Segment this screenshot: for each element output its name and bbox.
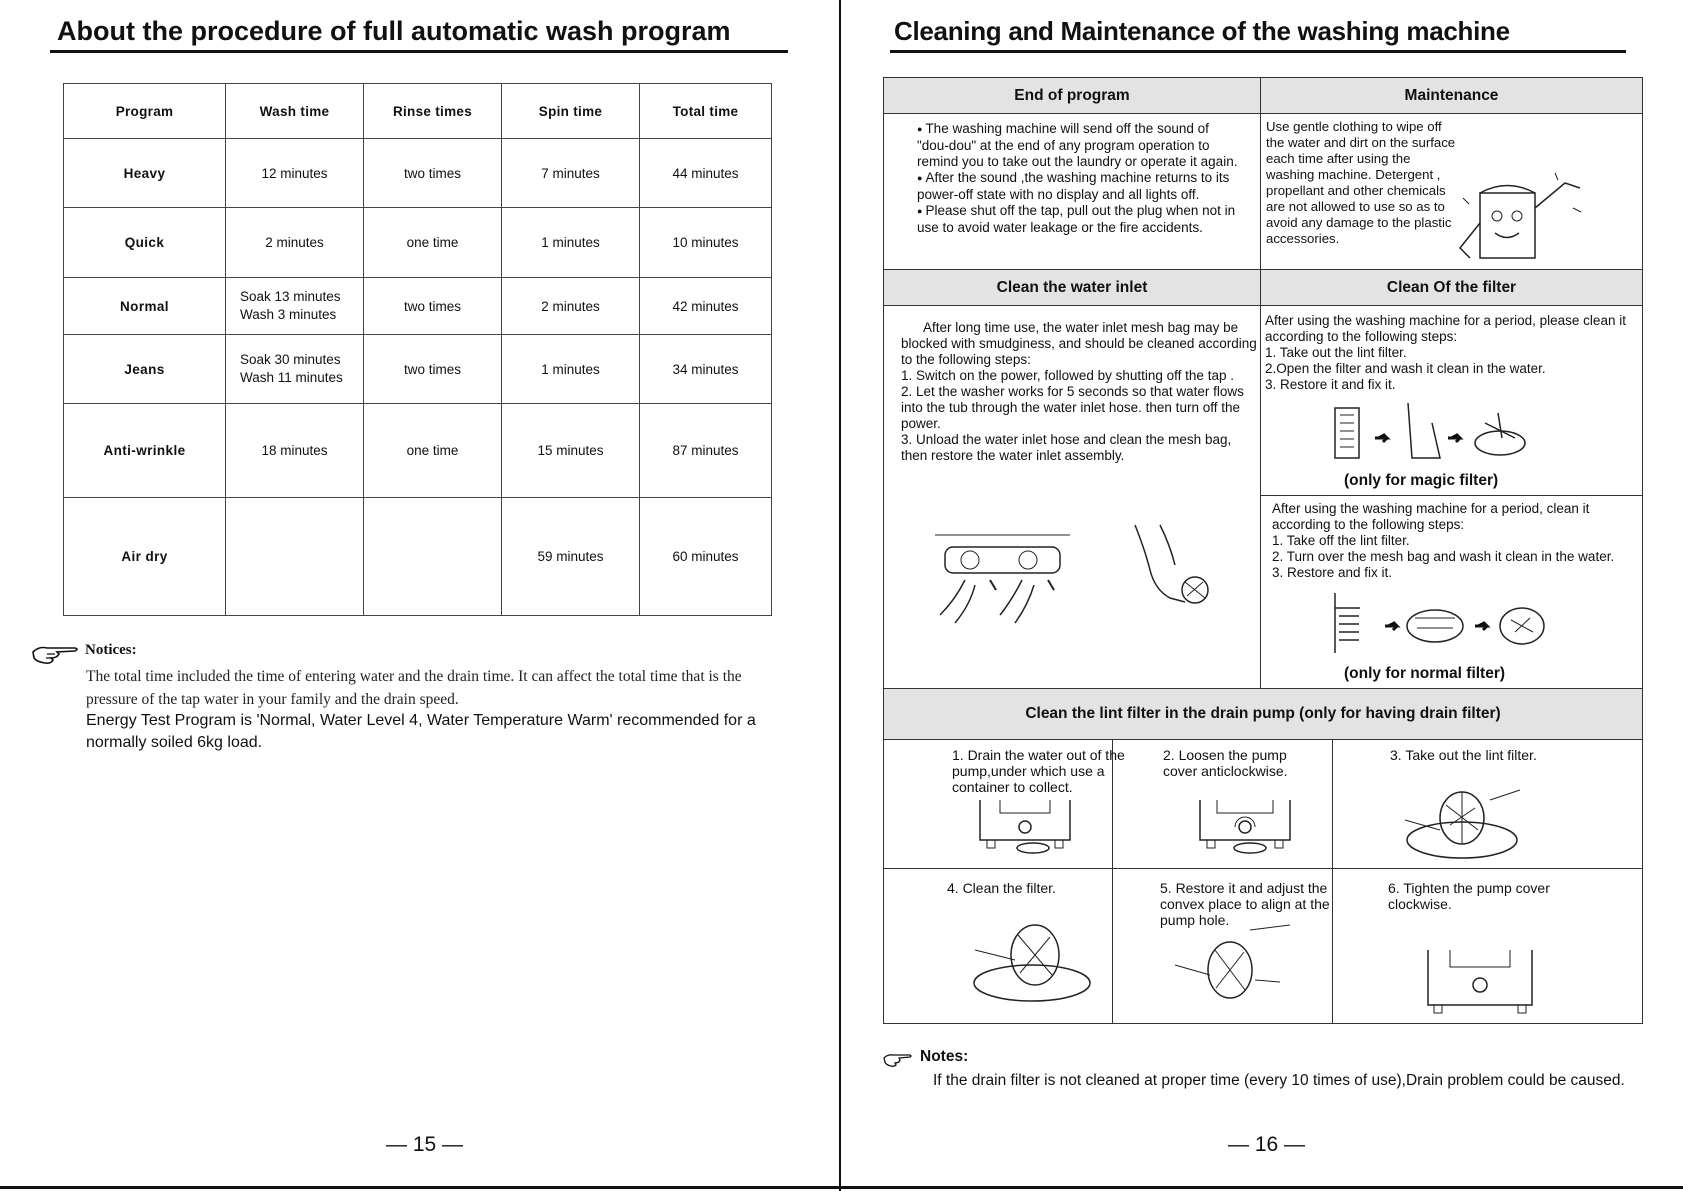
table-row bbox=[64, 278, 772, 335]
rinse-times: two times bbox=[364, 139, 502, 208]
total-time: 42 minutes bbox=[640, 278, 772, 335]
program-name: Heavy bbox=[64, 139, 226, 208]
wash-time bbox=[226, 498, 364, 616]
magic-filter-text bbox=[1265, 313, 1640, 393]
drain-step-5: 5. Restore it and adjust the convex place to align at the pump hole. bbox=[1160, 880, 1330, 928]
table-row bbox=[64, 404, 772, 498]
hand-cleaning-mesh-illustration bbox=[1125, 520, 1220, 620]
wash-time: 2 minutes bbox=[226, 208, 364, 278]
soak-time: Soak 13 minutes bbox=[240, 289, 341, 304]
total-time: 44 minutes bbox=[640, 139, 772, 208]
end-bullet-2: ● After the sound ,the washing machine returns to its power-off state with no display and all lights off. bbox=[917, 170, 1239, 203]
pointing-hand-icon bbox=[31, 640, 81, 668]
spin-time: 1 minutes bbox=[502, 208, 640, 278]
spin-time: 15 minutes bbox=[502, 404, 640, 498]
header-total-time: Total time bbox=[640, 84, 772, 139]
program-name: Anti-wrinkle bbox=[64, 404, 226, 498]
header-rinse-times: Rinse times bbox=[364, 84, 502, 139]
page-gutter bbox=[839, 0, 841, 1191]
water-inlet-step-2: 2. Let the washer works for 5 seconds so that water flows into the tub through the water inlet hose. then turn off the power. bbox=[901, 384, 1244, 431]
rinse-times: one time bbox=[364, 404, 502, 498]
header-program: Program bbox=[64, 84, 226, 139]
rinse-times bbox=[364, 498, 502, 616]
lint-filter-removal-illustration bbox=[1400, 780, 1530, 865]
normal-filter-caption: (only for normal filter) bbox=[1344, 665, 1506, 682]
wash-time: 12 minutes bbox=[226, 139, 364, 208]
clean-filter-illustration bbox=[970, 905, 1100, 1015]
title-underline bbox=[890, 50, 1626, 53]
program-name: Normal bbox=[64, 278, 226, 335]
table-header-row bbox=[64, 84, 772, 139]
end-bullet-1: ● The washing machine will send off the sound of "dou-dou" at the end of any program operation to remind you to take out the laundry or operate it again. bbox=[917, 121, 1239, 170]
end-bullet-3: ● Please shut off the tap, pull out the plug when not in use to avoid water leakage or the fire accidents. bbox=[917, 203, 1239, 236]
normal-filter-step-1: 1. Take off the lint filter. bbox=[1272, 533, 1410, 548]
notes-text: If the drain filter is not cleaned at proper time (every 10 times of use),Drain problem could be caused. bbox=[933, 1072, 1625, 1089]
water-inlet-intro: After long time use, the water inlet mesh bag may be blocked with smudginess, and should be cleaned according to the following steps: bbox=[901, 320, 1257, 367]
filter-header: Clean Of the filter bbox=[1260, 269, 1643, 306]
normal-filter-step-2: 2. Turn over the mesh bag and wash it clean in the water. bbox=[1272, 549, 1615, 564]
total-time: 34 minutes bbox=[640, 335, 772, 404]
right-page-title: Cleaning and Maintenance of the washing machine bbox=[894, 16, 1510, 46]
magic-filter-intro: After using the washing machine for a period, please clean it according to the following steps: bbox=[1265, 313, 1626, 344]
normal-filter-text bbox=[1272, 501, 1637, 581]
left-page-title: About the procedure of full automatic wash program bbox=[57, 16, 731, 46]
rinse-times: one time bbox=[364, 208, 502, 278]
water-inlet-step-1: 1. Switch on the power, followed by shutting off the tap . bbox=[901, 368, 1234, 383]
notices-text: The total time included the time of entering water and the drain time. It can affect the total time that is the pressure of the tap water in your family and the drain speed. bbox=[86, 668, 742, 708]
normal-filter-step-3: 3. Restore and fix it. bbox=[1272, 565, 1393, 580]
program-name: Quick bbox=[64, 208, 226, 278]
energy-test-text: Energy Test Program is 'Normal, Water Level 4, Water Temperature Warm' recommended for a normally soiled 6kg load. bbox=[86, 712, 756, 751]
magic-filter-caption: (only for magic filter) bbox=[1344, 472, 1499, 489]
program-name: Jeans bbox=[64, 335, 226, 404]
water-inlet-step-3: 3. Unload the water inlet hose and clean the mesh bag, then restore the water inlet assembly. bbox=[901, 432, 1232, 463]
wash-time-value: Wash 3 minutes bbox=[240, 307, 337, 322]
rinse-times: two times bbox=[364, 335, 502, 404]
spin-time: 2 minutes bbox=[502, 278, 640, 335]
page-number: — 15 — bbox=[386, 1133, 464, 1156]
magic-filter-illustration bbox=[1320, 393, 1530, 468]
total-time: 10 minutes bbox=[640, 208, 772, 278]
cleaning-cartoon-illustration bbox=[1455, 168, 1590, 268]
table-row bbox=[64, 208, 772, 278]
maintenance-header: Maintenance bbox=[1260, 77, 1643, 114]
soak-time: Soak 30 minutes bbox=[240, 352, 341, 367]
table-row bbox=[64, 335, 772, 404]
end-of-program-header: End of program bbox=[883, 77, 1261, 114]
header-spin-time: Spin time bbox=[502, 84, 640, 139]
magic-filter-step-3: 3. Restore it and fix it. bbox=[1265, 377, 1396, 392]
normal-filter-intro: After using the washing machine for a period, clean it according to the following steps: bbox=[1272, 501, 1590, 532]
magic-filter-step-2: 2.Open the filter and wash it clean in the water. bbox=[1265, 361, 1546, 376]
rinse-times: two times bbox=[364, 278, 502, 335]
wash-time-value: Wash 11 minutes bbox=[240, 370, 343, 385]
wash-time bbox=[226, 335, 364, 404]
bottom-rule bbox=[0, 1186, 1683, 1189]
wash-time bbox=[226, 278, 364, 335]
water-inlet-header: Clean the water inlet bbox=[883, 269, 1261, 306]
spin-time: 1 minutes bbox=[502, 335, 640, 404]
tighten-pump-cover-illustration bbox=[1420, 945, 1540, 1017]
page-number: — 16 — bbox=[1228, 1133, 1306, 1156]
drain-step-1: 1. Drain the water out of the pump,under which use a container to collect. bbox=[952, 747, 1125, 795]
table-row bbox=[64, 139, 772, 208]
title-underline bbox=[50, 50, 788, 53]
notices-label: Notices: bbox=[85, 642, 137, 658]
maintenance-text: Use gentle clothing to wipe off the water and dirt on the surface each time after using the washing machine. Detergent , propellant and other chemicals are not allowed to use so as to avoid any damage to the plastic accessories. bbox=[1266, 119, 1456, 246]
program-name: Air dry bbox=[64, 498, 226, 616]
wash-time: 18 minutes bbox=[226, 404, 364, 498]
drain-container-illustration bbox=[975, 795, 1075, 860]
end-of-program-text bbox=[917, 121, 1239, 236]
drain-pump-header: Clean the lint filter in the drain pump (only for having drain filter) bbox=[883, 688, 1643, 740]
restore-filter-illustration bbox=[1170, 910, 1300, 1010]
total-time: 60 minutes bbox=[640, 498, 772, 616]
drain-step-6: 6. Tighten the pump cover clockwise. bbox=[1388, 880, 1550, 912]
notes-label: Notes: bbox=[920, 1048, 969, 1065]
magic-filter-step-1: 1. Take out the lint filter. bbox=[1265, 345, 1407, 360]
pump-cover-illustration bbox=[1195, 795, 1295, 860]
header-wash-time: Wash time bbox=[226, 84, 364, 139]
spin-time: 7 minutes bbox=[502, 139, 640, 208]
drain-step-3: 3. Take out the lint filter. bbox=[1390, 747, 1537, 763]
total-time: 87 minutes bbox=[640, 404, 772, 498]
water-inlet-hose-illustration bbox=[930, 525, 1080, 630]
spin-time: 59 minutes bbox=[502, 498, 640, 616]
normal-filter-illustration bbox=[1325, 588, 1550, 660]
drain-step-2: 2. Loosen the pump cover anticlockwise. bbox=[1163, 747, 1288, 779]
water-inlet-text bbox=[901, 320, 1257, 464]
table-row bbox=[64, 498, 772, 616]
pointing-hand-icon bbox=[883, 1050, 913, 1068]
drain-step-4: 4. Clean the filter. bbox=[947, 880, 1056, 896]
program-table bbox=[63, 83, 772, 616]
